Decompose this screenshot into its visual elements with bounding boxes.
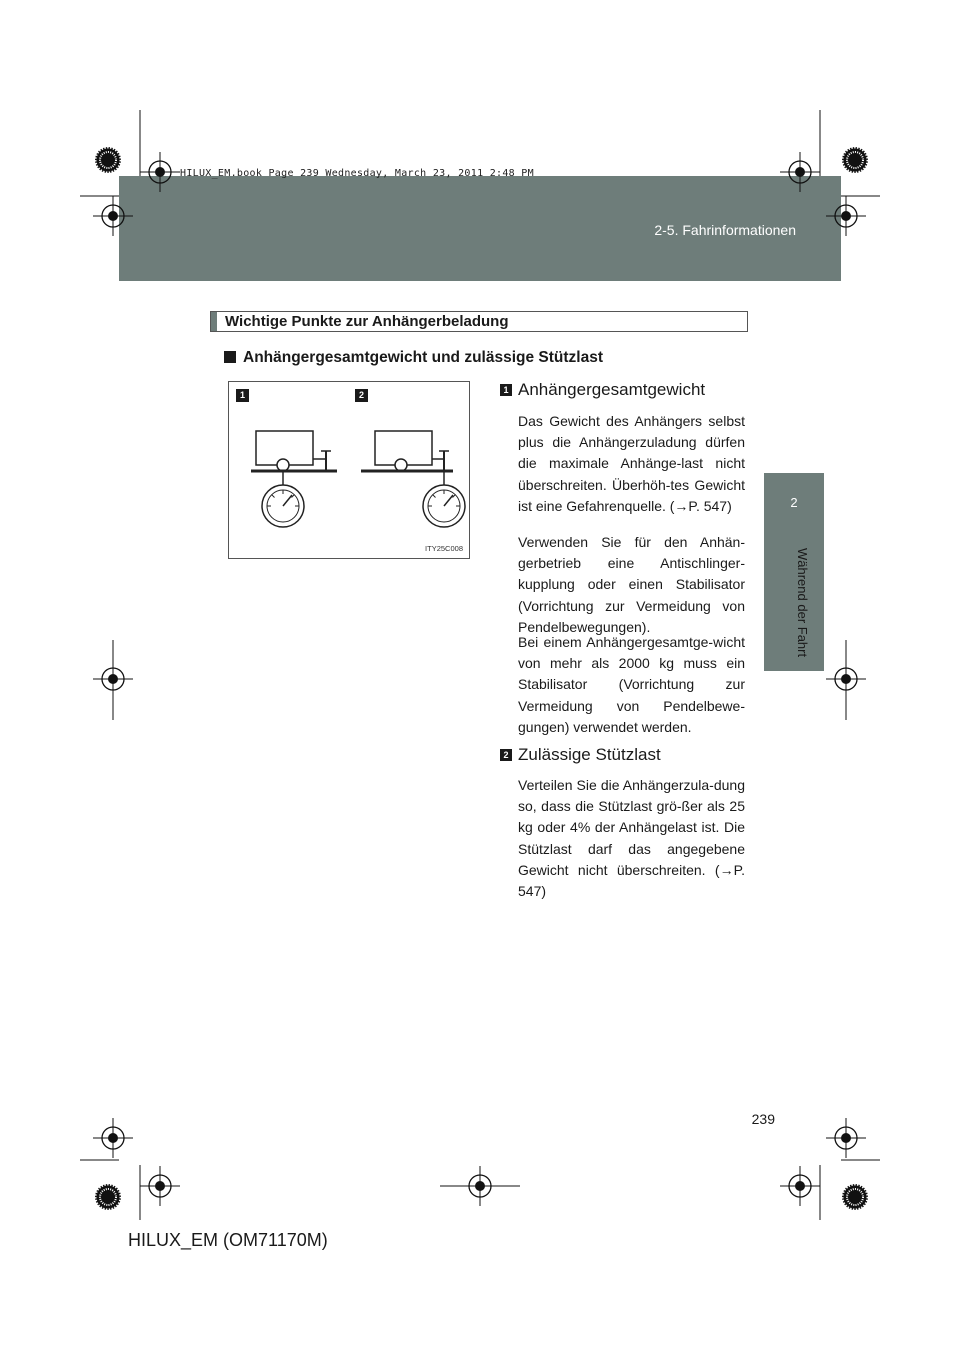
item-2 — [500, 744, 746, 766]
box-heading — [210, 311, 748, 332]
crosshair-icon — [93, 1118, 133, 1158]
trailer-1-icon — [251, 431, 337, 486]
item-2-number: 2 — [500, 749, 512, 761]
item-1 — [500, 379, 746, 401]
star-target-icon — [95, 147, 121, 173]
book-stamp: HILUX_EM.book Page 239 Wednesday, March 23, 2011 2:48 PM — [180, 168, 534, 179]
star-target-icon — [842, 147, 868, 173]
item-1-paragraph-3: Bei einem Anhängergesamtge-wicht von mehr als 2000 kg muss ein Stabilisator (Vorrichtung zur Vermeidung von Pendelbewe-gungen) verwendet werden. — [518, 634, 745, 735]
square-bullet-icon — [224, 351, 236, 363]
crosshair-icon — [460, 1166, 500, 1206]
sub-heading — [224, 349, 603, 367]
star-target-icon — [95, 1184, 121, 1210]
box-heading-text: Wichtige Punkte zur Anhängerbeladung — [225, 313, 509, 330]
item-2-paragraph-1: Verteilen Sie die Anhängerzula-dung so, dass die Stützlast grö-ßer als 25 kg oder 4% der Anhängelast ist. Die Stützlast darf das angegebene Gewicht nicht überschreiten. (→P. 547) — [518, 777, 745, 900]
figure-badge-1: 1 — [236, 389, 249, 402]
section-label: 2-5. Fahrinformationen — [654, 222, 796, 238]
star-target-icon — [842, 1184, 868, 1210]
box-heading-bar — [211, 312, 217, 331]
figure-badge-2: 2 — [355, 389, 368, 402]
crosshair-icon — [826, 659, 866, 699]
item-2-title: Zulässige Stützlast — [518, 745, 661, 764]
item-1-title: Anhängergesamtgewicht — [518, 380, 706, 399]
sub-heading-text: Anhängergesamtgewicht und zulässige Stützlast — [243, 349, 604, 366]
item-1-number: 1 — [500, 384, 512, 396]
item-1-paragraph-1: Das Gewicht des Anhängers selbst plus die Anhängerzuladung dürfen die maximale Anhänge-last nicht überschreiten. Überhöh-tes Gewicht ist eine Gefahrenquelle. (→P. 547) — [518, 413, 745, 514]
trailer-2-icon — [361, 431, 453, 486]
trailer-scale-illustration — [229, 382, 469, 558]
figure-code: ITY25C008 — [425, 544, 463, 553]
crosshair-icon — [140, 1166, 180, 1206]
crosshair-icon — [93, 659, 133, 699]
trailer-figure — [228, 381, 470, 559]
chapter-number: 2 — [790, 495, 798, 510]
model-code: HILUX_EM (OM71170M) — [128, 1230, 328, 1250]
chapter-title: Während der Fahrt — [795, 548, 810, 658]
page-number: 239 — [751, 1111, 775, 1127]
crosshair-icon — [826, 1118, 866, 1158]
scale-2-icon — [423, 485, 465, 527]
scale-1-icon — [262, 485, 304, 527]
crosshair-icon — [780, 1166, 820, 1206]
item-1-paragraph-2: Verwenden Sie für den Anhän-gerbetrieb eine Antischlinger-kupplung oder einen Stabilisator (Vorrichtung zur Vermeidung von Pendelbewegungen). — [518, 534, 745, 635]
